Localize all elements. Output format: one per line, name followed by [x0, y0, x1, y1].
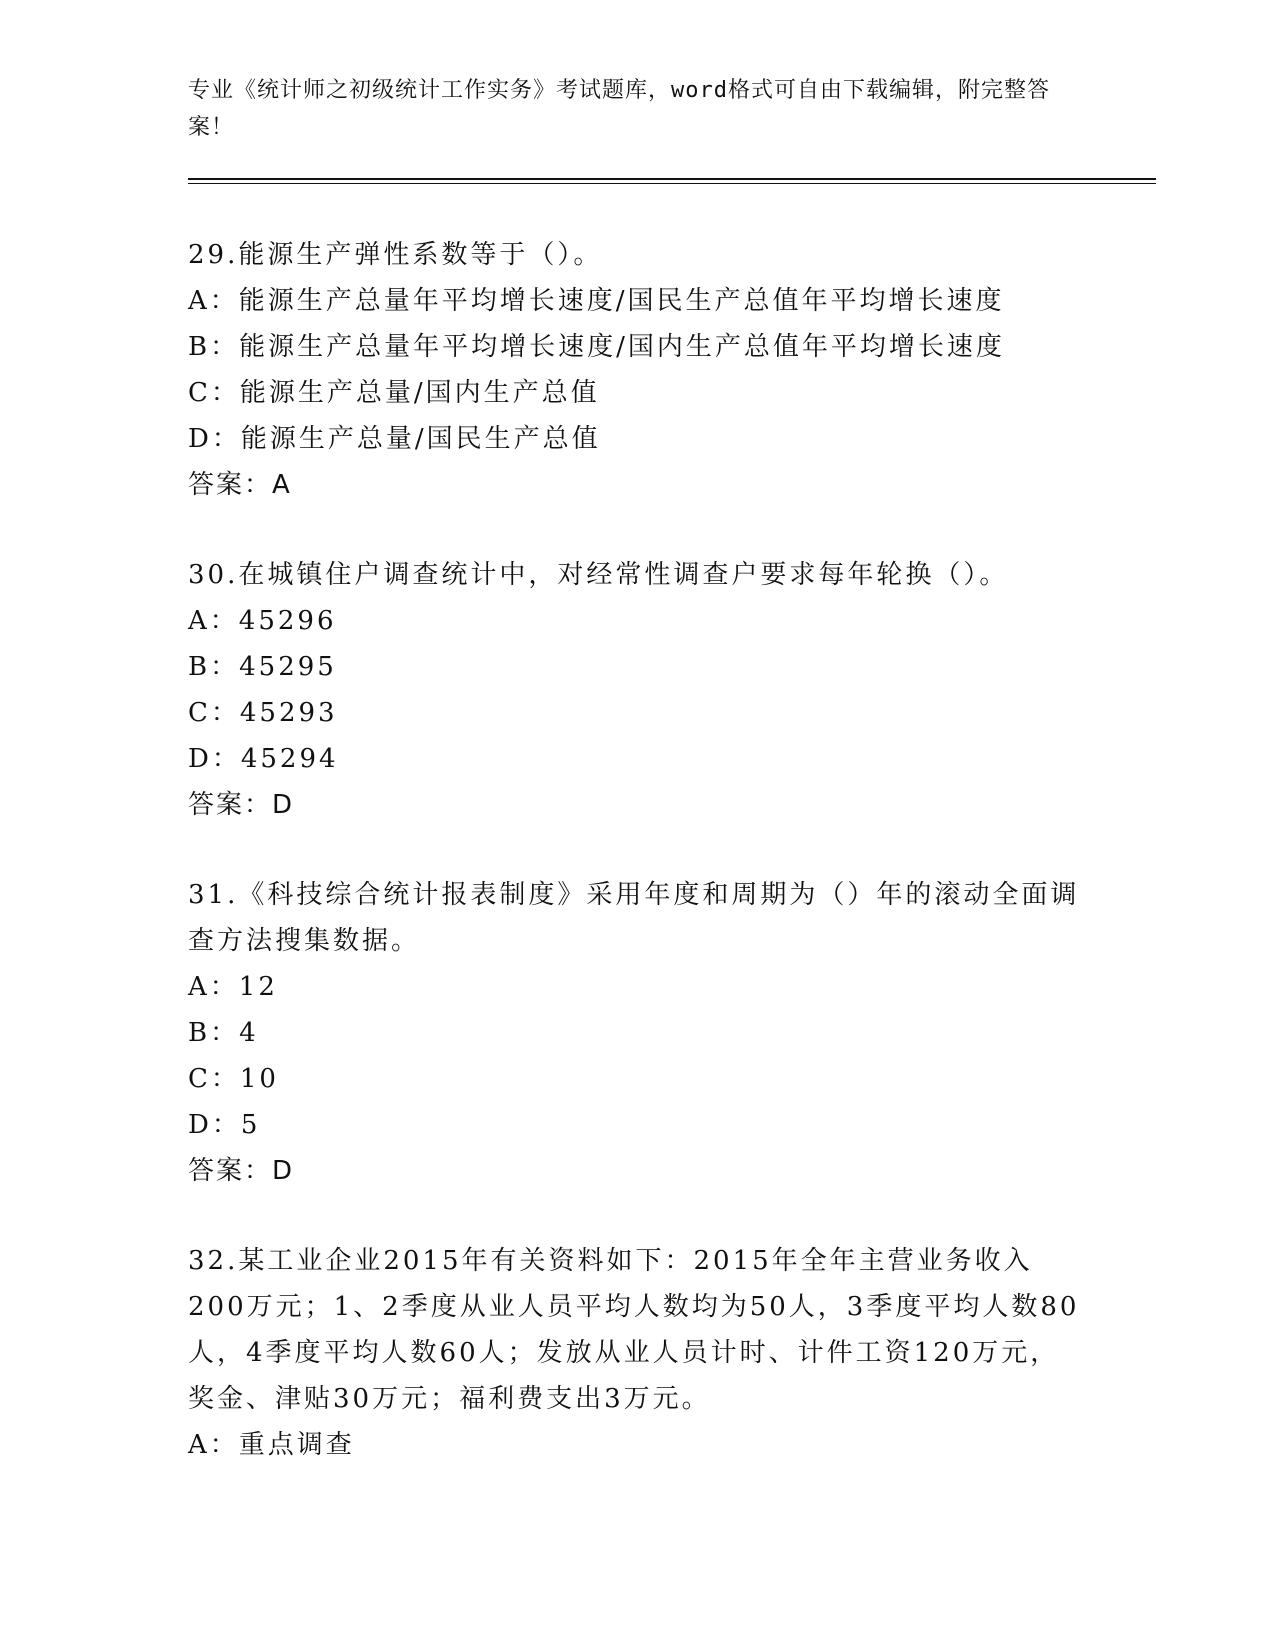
option-b: B：45295 — [188, 652, 337, 682]
question-32 — [188, 1238, 1088, 1468]
question-31 — [188, 872, 1088, 1194]
option-d: D：45294 — [188, 744, 339, 774]
question-stem: 31.《科技综合统计报表制度》采用年度和周期为（）年的滚动全面调查方法搜集数据。 — [188, 880, 1080, 956]
option-a: A：45296 — [188, 606, 337, 636]
option-a: A：12 — [188, 972, 278, 1002]
question-list — [188, 232, 1088, 1512]
answer-line: 答案：D — [188, 790, 295, 820]
header-divider-thin — [188, 183, 1156, 184]
option-a: A：能源生产总量年平均增长速度/国民生产总值年平均增长速度 — [188, 286, 1005, 316]
answer-line: 答案：A — [188, 470, 292, 500]
header-divider-thick — [188, 178, 1156, 180]
option-d: D：5 — [188, 1110, 261, 1140]
page-header: 专业《统计师之初级统计工作实务》考试题库，word格式可自由下载编辑，附完整答案！ — [188, 78, 1050, 140]
option-c: C：10 — [188, 1064, 279, 1094]
option-c: C：能源生产总量/国内生产总值 — [188, 378, 600, 408]
question-29 — [188, 232, 1088, 508]
question-stem: 30.在城镇住户调查统计中，对经常性调查户要求每年轮换（）。 — [188, 560, 1009, 590]
option-a: A：重点调查 — [188, 1430, 355, 1460]
option-b: B：能源生产总量年平均增长速度/国内生产总值年平均增长速度 — [188, 332, 1005, 362]
question-30 — [188, 552, 1088, 828]
option-b: B：4 — [188, 1018, 259, 1048]
answer-line: 答案：D — [188, 1156, 295, 1186]
question-stem: 32.某工业企业2015年有关资料如下：2015年全年主营业务收入200万元；1、2季度从业人员平均人数均为50人，3季度平均人数80人，4季度平均人数60人；发放从业人员计时、计件工资120万元，奖金、津贴30万元；福利费支出3万元。 — [188, 1246, 1080, 1414]
option-c: C：45293 — [188, 698, 338, 728]
option-d: D：能源生产总量/国民生产总值 — [188, 424, 601, 454]
question-stem: 29.能源生产弹性系数等于（）。 — [188, 240, 603, 270]
